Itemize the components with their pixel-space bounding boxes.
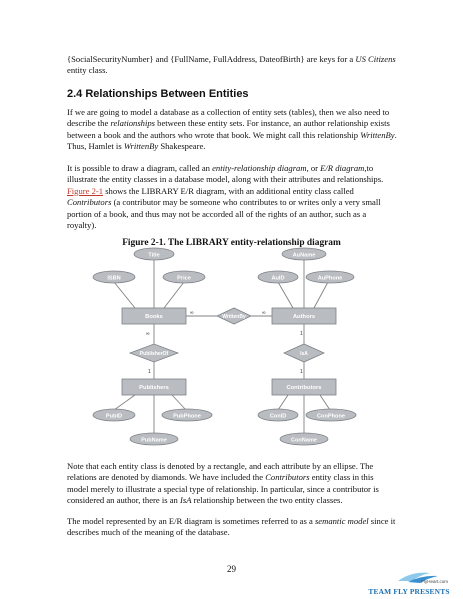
entity-label: Authors <box>292 314 316 321</box>
attribute-pubname <box>130 433 178 445</box>
entity-label: Contributors <box>286 385 322 392</box>
section-heading: 2.4 Relationships Between Entities <box>67 88 249 100</box>
attribute-label: Title <box>148 252 160 259</box>
attribute-conphone <box>306 409 356 421</box>
brand-text: TEAM FLY PRESENTS <box>368 587 450 596</box>
entity-publishers <box>122 379 186 395</box>
relation-isa <box>284 344 324 362</box>
attribute-price <box>163 271 205 283</box>
attribute-conid <box>258 409 298 421</box>
team-fly-logo[interactable] <box>368 569 450 595</box>
text-run: (a contributor may be someone who contributes to or writes only a very small portion of a book, and thus may not be accorded all of the rights of an author, such as a royalty). <box>67 197 381 231</box>
emphasis-text: WrittenBy <box>360 129 395 140</box>
text-run: and <box>153 54 171 64</box>
emphasis-text: entity-relationship diagram <box>212 163 307 173</box>
paragraph-notation <box>67 461 397 507</box>
attribute-pubphone <box>162 409 212 421</box>
cardinality-label: ∞ <box>146 331 150 337</box>
relation-label: WrittenBy <box>222 314 246 320</box>
text-run: Shakespeare. <box>158 141 206 152</box>
emphasis-text: WrittenBy <box>123 141 159 152</box>
emphasis-text: semantic model <box>314 516 369 526</box>
text-run: It is possible to draw a diagram, called an <box>67 163 213 173</box>
attribute-label: AuName <box>292 252 316 259</box>
attribute-label: AuPhone <box>317 275 343 282</box>
attribute-title <box>134 248 174 260</box>
text-run: shows the LIBRARY E/R diagram, with an additional entity class called <box>103 185 354 196</box>
attribute-label: ConName <box>290 437 318 444</box>
text-run: , or <box>306 163 321 173</box>
text-run: between these entity sets. For instance, an author relationship exists between a book and the authors who wrote that book. We might call this relationship <box>67 118 390 140</box>
attribute-conname <box>280 433 328 445</box>
attribute-auname <box>282 248 326 260</box>
attribute-label: ConID <box>269 413 287 420</box>
text-run: are keys for a <box>304 54 356 64</box>
text-run: Note that each entity class is denoted by a rectangle, and each attribute by an ellipse. The relations are denoted by diamonds. We have included the <box>67 461 374 483</box>
text-run: If we are going to model a database as a collection of entity sets (tables), then we also need to describe the <box>67 107 390 129</box>
attribute-pubid <box>93 409 135 421</box>
text-run: . Thus, Hamlet is <box>67 129 397 152</box>
emphasis-text: relationships <box>110 118 156 129</box>
er-diagram <box>60 246 400 451</box>
paragraph-relationships <box>67 107 397 153</box>
attribute-label: Price <box>177 275 191 282</box>
intro-paragraph <box>67 54 397 77</box>
cardinality-label: 1 <box>300 369 303 375</box>
entity-authors <box>272 308 336 324</box>
text-run: relationship between the two entity classes. <box>191 495 343 506</box>
attribute-label: PubPhone <box>173 413 201 420</box>
emphasis-text: Contributors <box>67 197 112 208</box>
attribute-label: PubID <box>105 413 123 420</box>
relation-writtenby <box>217 308 251 324</box>
emphasis-text: E/R diagram <box>320 163 365 173</box>
attribute-label: ISBN <box>107 275 121 282</box>
figure-caption: Figure 2-1. The LIBRARY entity-relationship diagram <box>122 238 341 248</box>
text-run: entity class in this model merely to illustrate a special type of relationship. In particular, since a contributor is considered an author, there is an <box>67 472 379 506</box>
attribute-label: ConPhone <box>317 413 345 420</box>
entity-label: Books <box>145 314 163 321</box>
attribute-auid <box>258 271 298 283</box>
cardinality-label: ∞ <box>262 310 266 316</box>
attribute-label: AuID <box>271 275 285 282</box>
page-number: 29 <box>227 564 236 574</box>
attribute-isbn <box>93 271 135 283</box>
text-run: {SocialSecurityNumber} <box>67 54 154 64</box>
attribute-label: PubName <box>141 437 167 444</box>
entity-label: Publishers <box>139 385 169 392</box>
attribute-auphone <box>306 271 354 283</box>
emphasis-text: Contributors <box>265 472 310 483</box>
brand-url: FlyHeart.com <box>421 579 448 584</box>
text-run: entity class. <box>67 65 108 76</box>
paragraph-semantic-model <box>67 516 397 539</box>
text-run: since it describes much of the meaning of the database. <box>67 516 396 538</box>
relation-label: PublisherOf <box>139 351 169 357</box>
cardinality-label: ∞ <box>190 310 194 316</box>
entity-contributors <box>272 379 336 395</box>
relation-label: IsA <box>300 351 308 357</box>
cardinality-label: 1 <box>300 331 303 337</box>
text-run: ,to illustrate the entity classes in a database model, along with their attributes and relationships. <box>67 163 384 185</box>
paragraph-er-diagram <box>67 163 397 231</box>
cardinality-label: 1 <box>148 369 151 375</box>
text-run: {FullName, FullAddress, DateofBirth} <box>170 54 305 64</box>
text-run: The model represented by an E/R diagram is sometimes referred to as a <box>67 516 315 526</box>
figure-link[interactable]: Figure 2-1 <box>67 185 104 196</box>
relation-publisherof <box>130 344 178 362</box>
entity-books <box>122 308 186 324</box>
emphasis-text: US Citizens <box>355 54 396 64</box>
emphasis-text: IsA <box>180 495 192 506</box>
